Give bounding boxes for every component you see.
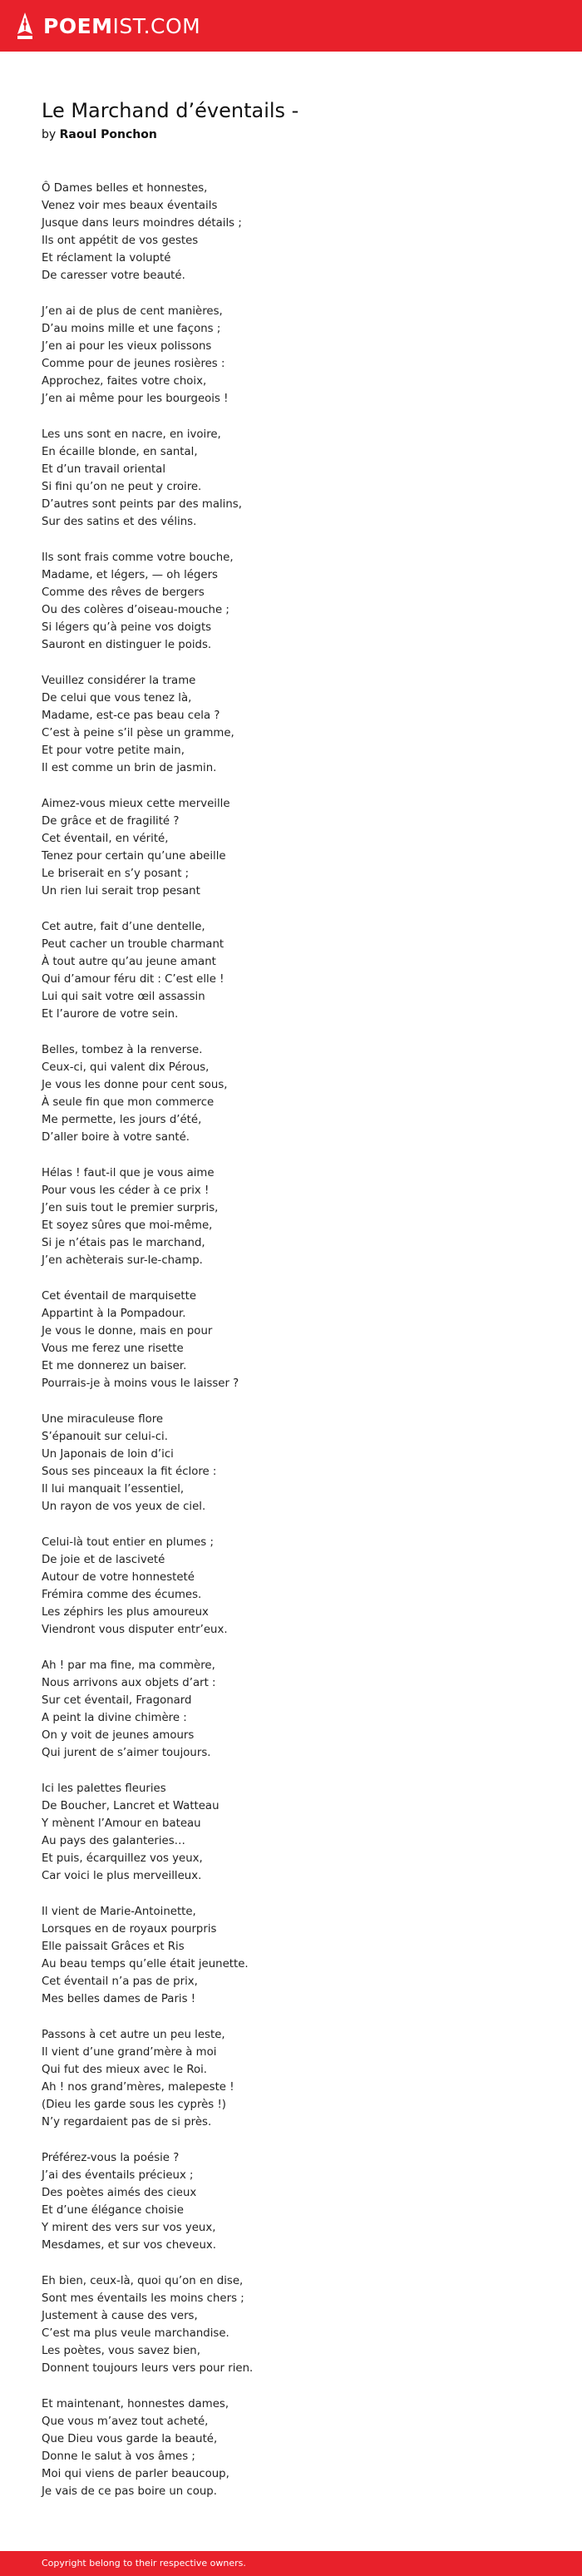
poem-line: Aimez-vous mieux cette merveille xyxy=(42,798,230,810)
poem-stanza xyxy=(42,672,540,777)
poem-byline xyxy=(42,126,540,143)
poem-line: Si je n’étais pas le marchand, xyxy=(42,1237,205,1249)
poem-stanza xyxy=(42,1411,540,1515)
poem-line: Appartint à la Pompadour. xyxy=(42,1308,186,1320)
poem-line: Et me donnerez un baiser. xyxy=(42,1360,187,1372)
poem-line: Lui qui sait votre œil assassin xyxy=(42,991,205,1003)
poem-stanza xyxy=(42,303,540,408)
poem-line: J’en suis tout le premier surpris, xyxy=(42,1202,219,1214)
poem-line: Autour de votre honnesteté xyxy=(42,1571,195,1584)
poem-line: Y mènent l’Amour en bateau xyxy=(42,1817,201,1830)
poem-line: Ou des colères d’oiseau-mouche ; xyxy=(42,604,229,616)
poem-line: De grâce et de fragilité ? xyxy=(42,815,180,828)
poem-line: Approchez, faites votre choix, xyxy=(42,375,207,388)
poem-line: Qui jurent de s’aimer toujours. xyxy=(42,1747,211,1759)
poem-line: Un rien lui serait trop pesant xyxy=(42,885,200,897)
poem-line: Comme pour de jeunes rosières : xyxy=(42,358,225,370)
poem-line: Cet éventail n’a pas de prix, xyxy=(42,1975,198,1988)
poem-line: Au beau temps qu’elle était jeunette. xyxy=(42,1958,249,1970)
poem-stanza xyxy=(42,1657,540,1762)
poem-line: Ils sont frais comme votre bouche, xyxy=(42,551,234,564)
poem-line: Madame, et légers, — oh légers xyxy=(42,569,218,581)
poem-line: En écaille blonde, en santal, xyxy=(42,446,198,458)
poem-line: De celui que vous tenez là, xyxy=(42,692,192,705)
poem-line: J’en ai même pour les bourgeois ! xyxy=(42,393,229,405)
poem-line: Madame, est-ce pas beau cela ? xyxy=(42,710,220,722)
quill-pen-icon xyxy=(15,11,35,41)
poem-line: Jusque dans leurs moindres détails ; xyxy=(42,217,242,230)
poem-content xyxy=(42,82,540,2519)
poem-line: Comme des rêves de bergers xyxy=(42,586,205,599)
poem-line: Veuillez considérer la trame xyxy=(42,675,196,687)
poem-line: Ceux-ci, qui valent dix Pérous, xyxy=(42,1061,210,1074)
poem-stanza xyxy=(42,426,540,531)
poem-stanza xyxy=(42,1780,540,1885)
poem-line: Préférez-vous la poésie ? xyxy=(42,2152,180,2164)
poem-line: C’est à peine s’il pèse un gramme, xyxy=(42,727,234,739)
poem-line: Que vous m’avez tout acheté, xyxy=(42,2415,209,2428)
poem-line: De caresser votre beauté. xyxy=(42,269,185,282)
poem-line: Les poètes, vous savez bien, xyxy=(42,2345,200,2357)
poem-stanza xyxy=(42,1164,540,1269)
poem-line: D’au moins mille et une façons ; xyxy=(42,323,221,335)
poem-stanza xyxy=(42,1041,540,1146)
poem-line: Me permette, les jours d’été, xyxy=(42,1114,202,1126)
poem-line: Et réclament la volupté xyxy=(42,252,171,265)
author-link[interactable]: Raoul Ponchon xyxy=(59,128,157,141)
poem-line: Le briserait en s’y posant ; xyxy=(42,868,190,880)
poem-line: Au pays des galanteries… xyxy=(42,1835,185,1847)
poem-line: À seule fin que mon commerce xyxy=(42,1096,215,1109)
poem-line: Frémira comme des écumes. xyxy=(42,1589,202,1601)
poem-line: À tout autre qu’au jeune amant xyxy=(42,956,216,968)
poem-line: Et soyez sûres que moi-même, xyxy=(42,1219,213,1232)
poem-stanza xyxy=(42,2272,540,2377)
poem-line: Ici les palettes fleuries xyxy=(42,1782,166,1795)
poem-line: Cet éventail de marquisette xyxy=(42,1290,197,1303)
poem-stanza xyxy=(42,1534,540,1639)
poem-line: Et d’une élégance choisie xyxy=(42,2204,184,2217)
poem-stanza xyxy=(42,795,540,900)
poem-line: Donne le salut à vos âmes ; xyxy=(42,2450,195,2463)
poem-line: Je vous les donne pour cent sous, xyxy=(42,1079,228,1091)
poem-stanza xyxy=(42,1288,540,1392)
poem-line: Ils ont appétit de vos gestes xyxy=(42,235,199,247)
poem-line: De joie et de lasciveté xyxy=(42,1554,165,1566)
poem-line: Peut cacher un trouble charmant xyxy=(42,938,224,951)
poem-line: Je vais de ce pas boire un coup. xyxy=(42,2485,217,2498)
poem-line: J’en ai pour les vieux polissons xyxy=(42,340,212,353)
poem-line: Justement à cause des vers, xyxy=(42,2310,198,2322)
poem-line: A peint la divine chimère : xyxy=(42,1712,187,1724)
poem-line: Pour vous les céder à ce prix ! xyxy=(42,1184,210,1197)
poem-line: Il vient de Marie-Antoinette, xyxy=(42,1906,196,1918)
poem-line: Il vient d’une grand’mère à moi xyxy=(42,2046,217,2059)
poem-line: Moi qui viens de parler beaucoup, xyxy=(42,2468,229,2480)
poem-line: Sauront en distinguer le poids. xyxy=(42,639,212,651)
poem-line: Une miraculeuse flore xyxy=(42,1413,164,1426)
poem-line: Celui-là tout entier en plumes ; xyxy=(42,1536,214,1549)
poem-line: Venez voir mes beaux éventails xyxy=(42,200,218,212)
poem-line: Donnent toujours leurs vers pour rien. xyxy=(42,2362,254,2375)
poem-line: Et d’un travail oriental xyxy=(42,463,166,476)
poem-stanza xyxy=(42,180,540,284)
poem-line: Sur des satins et des vélins. xyxy=(42,516,197,528)
poem-line: Belles, tombez à la renverse. xyxy=(42,1044,203,1056)
poem-stanza xyxy=(42,1903,540,2008)
site-footer xyxy=(0,2551,582,2576)
site-logo[interactable] xyxy=(15,11,200,41)
poem-line: Nous arrivons aux objets d’art : xyxy=(42,1677,216,1689)
poem-line: De Boucher, Lancret et Watteau xyxy=(42,1800,219,1812)
poem-stanza xyxy=(42,2026,540,2131)
poem-line: Lorsques en de royaux pourpris xyxy=(42,1923,217,1936)
poem-line: D’autres sont peints par des malins, xyxy=(42,498,242,511)
poem-line: Il est comme un brin de jasmin. xyxy=(42,762,217,774)
poem-line: D’aller boire à votre santé. xyxy=(42,1131,190,1144)
poem-line: Mesdames, et sur vos cheveux. xyxy=(42,2239,217,2252)
poem-line: Les uns sont en nacre, en ivoire, xyxy=(42,428,221,441)
logo-text-light: IST.COM xyxy=(112,13,201,38)
poem-line: Y mirent des vers sur vos yeux, xyxy=(42,2222,216,2234)
poem-line: Je vous le donne, mais en pour xyxy=(42,1325,213,1337)
poem-line: Qui fut des mieux avec le Roi. xyxy=(42,2064,208,2076)
logo-text-bold: POEM xyxy=(43,13,113,38)
poem-stanza xyxy=(42,549,540,654)
byline-label: by xyxy=(42,128,57,141)
poem-line: Sur cet éventail, Fragonard xyxy=(42,1694,192,1707)
poem-title: Le Marchand d’éventails - xyxy=(42,99,299,122)
poem-line: Pourrais-je à moins vous le laisser ? xyxy=(42,1377,239,1390)
poem-line: Vous me ferez une risette xyxy=(42,1342,184,1355)
poem-line: Un rayon de vos yeux de ciel. xyxy=(42,1501,206,1513)
poem-line: Ô Dames belles et honnestes, xyxy=(42,182,208,195)
poem-line: Et l’aurore de votre sein. xyxy=(42,1008,179,1021)
poem-line: Cet autre, fait d’une dentelle, xyxy=(42,921,205,933)
site-header xyxy=(0,0,582,52)
poem-line: Tenez pour certain qu’une abeille xyxy=(42,850,226,863)
poem-line: Ah ! nos grand’mères, malepeste ! xyxy=(42,2081,234,2094)
poem-body xyxy=(42,180,540,2500)
poem-line: Qui d’amour féru dit : C’est elle ! xyxy=(42,973,224,986)
poem-line: C’est ma plus veule marchandise. xyxy=(42,2327,229,2340)
poem-line: Elle paissait Grâces et Ris xyxy=(42,1941,185,1953)
poem-line: N’y regardaient pas de si près. xyxy=(42,2116,212,2129)
poem-line: Et puis, écarquillez vos yeux, xyxy=(42,1852,203,1865)
poem-line: Eh bien, ceux-là, quoi qu’on en dise, xyxy=(42,2275,244,2287)
poem-line: Sous ses pinceaux la fit éclore : xyxy=(42,1466,217,1478)
poem-line: Si légers qu’à peine vos doigts xyxy=(42,621,212,634)
poem-stanza xyxy=(42,2149,540,2254)
poem-line: Ah ! par ma fine, ma commère, xyxy=(42,1659,215,1672)
copyright-notice: Copyright belong to their respective owners. xyxy=(42,2558,246,2569)
poem-stanza xyxy=(42,2396,540,2500)
poem-line: J’ai des éventails précieux ; xyxy=(42,2169,194,2182)
poem-line: Sont mes éventails les moins chers ; xyxy=(42,2292,244,2305)
poem-line: Car voici le plus merveilleux. xyxy=(42,1870,202,1882)
poem-line: Et pour votre petite main, xyxy=(42,744,185,757)
poem-line: (Dieu les garde sous les cyprès !) xyxy=(42,2099,226,2111)
poem-line: Il lui manquait l’essentiel, xyxy=(42,1483,185,1496)
poem-line: Un Japonais de loin d’ici xyxy=(42,1448,174,1461)
poem-line: On y voit de jeunes amours xyxy=(42,1729,195,1742)
poem-line: Mes belles dames de Paris ! xyxy=(42,1993,196,2005)
poem-line: J’en ai de plus de cent manières, xyxy=(42,305,223,318)
poem-line: Hélas ! faut-il que je vous aime xyxy=(42,1167,215,1179)
poem-line: S’épanouit sur celui-ci. xyxy=(42,1431,168,1443)
poem-line: Passons à cet autre un peu leste, xyxy=(42,2029,225,2041)
poem-line: Les zéphirs les plus amoureux xyxy=(42,1606,209,1619)
poem-line: Que Dieu vous garde la beauté, xyxy=(42,2433,218,2445)
poem-line: Et maintenant, honnestes dames, xyxy=(42,2398,229,2410)
poem-line: J’en achèterais sur-le-champ. xyxy=(42,1254,203,1267)
poem-line: Cet éventail, en vérité, xyxy=(42,833,169,845)
poem-line: Viendront vous disputer entr’eux. xyxy=(42,1624,228,1636)
poem-line: Des poètes aimés des cieux xyxy=(42,2187,197,2199)
poem-line: Si fini qu’on ne peut y croire. xyxy=(42,481,202,493)
poem-stanza xyxy=(42,918,540,1023)
